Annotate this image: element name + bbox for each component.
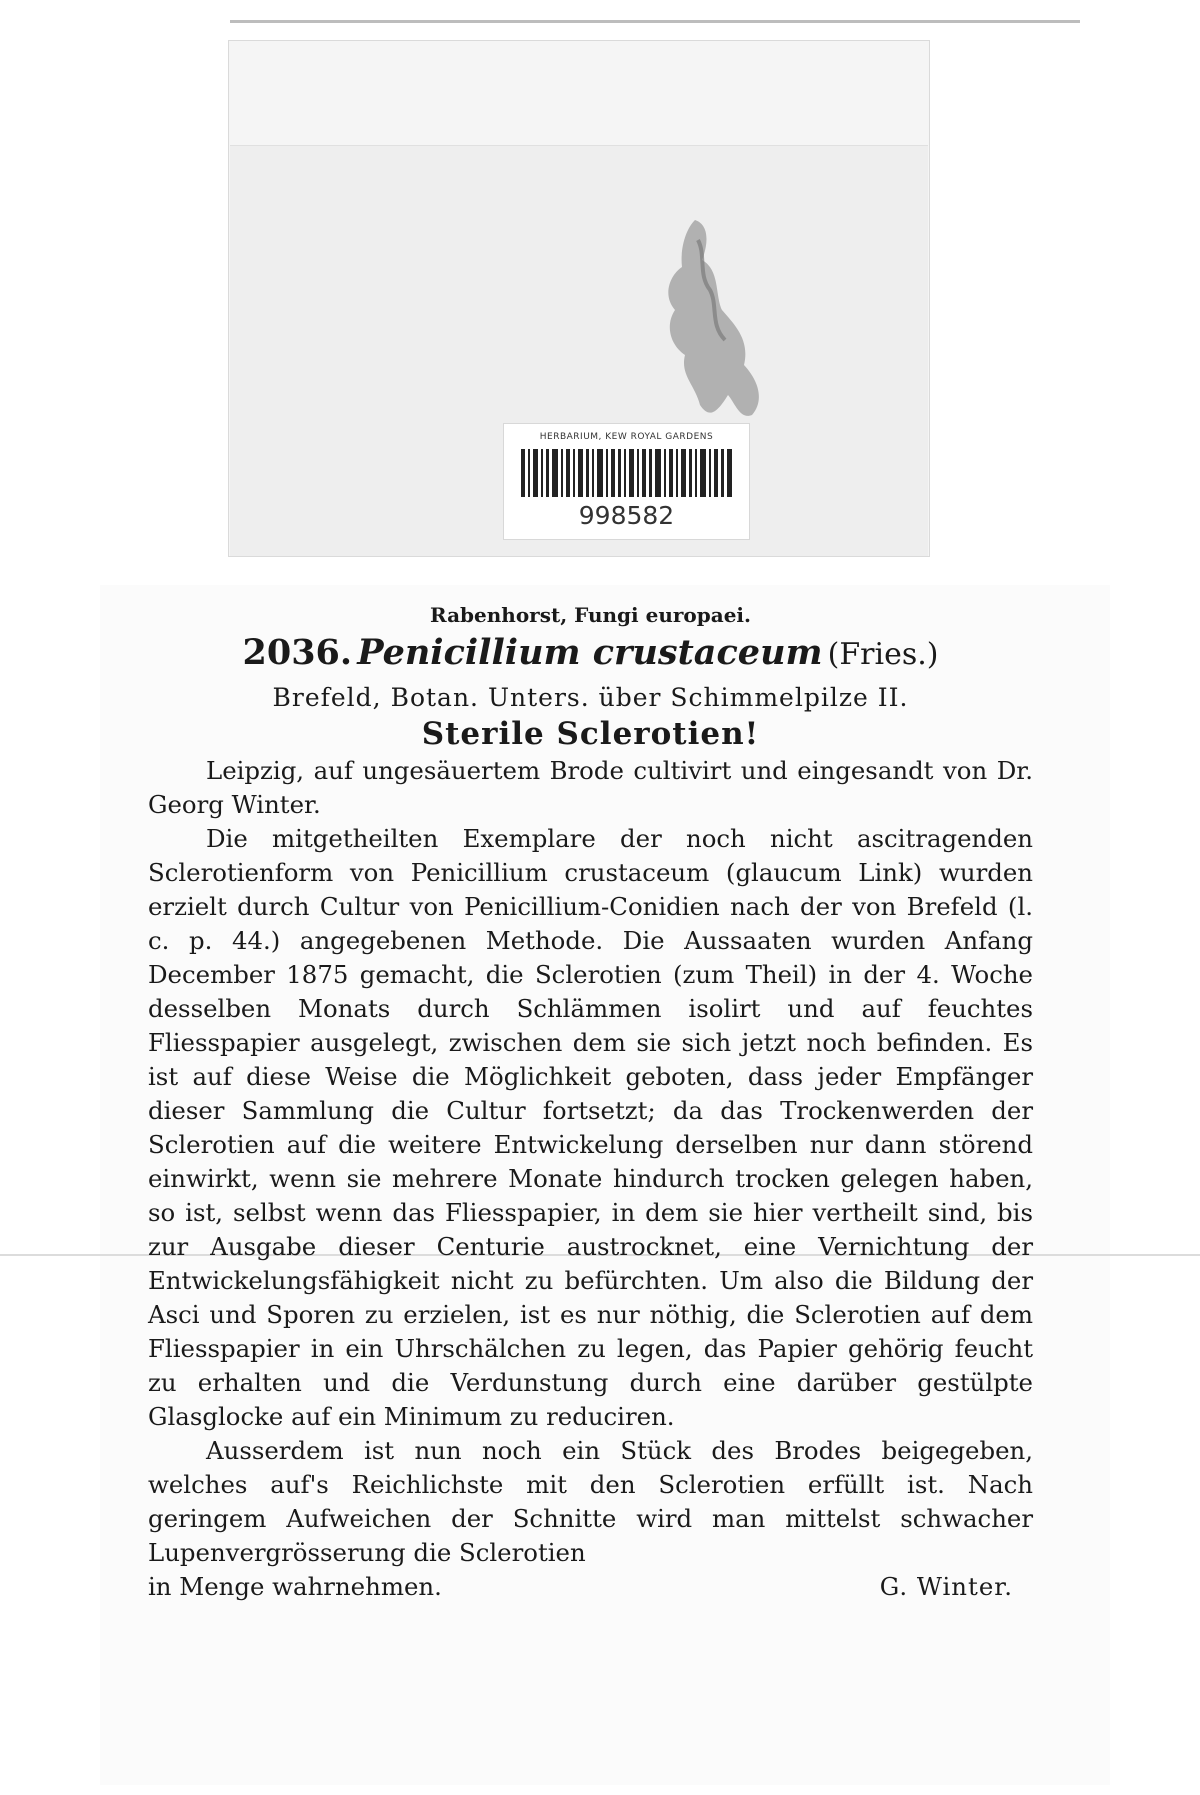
species-name: Penicillium crustaceum	[357, 632, 823, 673]
barcode-label	[503, 423, 750, 540]
barcode-institution: HERBARIUM, KEW ROYAL GARDENS	[539, 432, 714, 442]
exsiccata-number: 2036.	[242, 632, 353, 673]
barcode-icon	[521, 449, 732, 497]
literature-reference: Brefeld, Botan. Unters. über Schimmelpilze II.	[272, 683, 909, 712]
collection-locality: Leipzig, auf ungesäuertem Brode cultivirt und eingesandt von Dr. Georg Winter.	[148, 756, 1033, 819]
label-text	[148, 602, 1033, 1604]
barcode-number: 998582	[578, 501, 675, 530]
closing-row	[148, 1570, 1033, 1604]
specimen-fragment	[640, 215, 770, 445]
species-title	[148, 630, 1033, 682]
description-paragraph: Die mitgetheilten Exemplare der noch nicht ascitragenden Sclerotienform von Penicillium crustaceum (glaucum Link) wurden erzielt durch Cultur von Penicillium-Conidien nach der von Brefeld (l. c. p. 44.) angegebenen Methode. Die Aussaaten wurden Anfang December 1875 gemacht, die Sclerotien (zum Theil) in der 4. Woche desselben Monats durch Schlämmen isolirt und auf feuchtes Fliesspapier ausgelegt, zwischen dem sie sich jetzt noch befinden. Es ist auf diese Weise die Möglichkeit geboten, dass jeder Empfänger dieser Sammlung die Cultur fortsetzt; da das Trockenwerden der Sclerotien auf die weitere Entwickelung derselben nur dann störend einwirkt, wenn sie mehrere Monate hindurch trocken gelegen haben, so ist, selbst wenn das Fliesspapier, in dem sie hier vertheilt sind, bis zur Ausgabe dieser Centurie austrocknet, eine Vernichtung der Entwickelungsfähigkeit nicht zu befürchten. Um also die Bildung der Asci und Sporen zu erzielen, ist es nur nöthig, die Sclerotien auf dem Fliesspapier in ein Uhrschälchen zu legen, das Papier gehörig feucht zu erhalten und die Verdunstung durch eine darüber gestülpte Glasglocke auf ein Minimum zu reduciren.	[148, 824, 1033, 1431]
supplement-paragraph: Ausserdem ist nun noch ein Stück des Brodes beigegeben, welches auf's Reichlichste mit den Sclerotien erfüllt ist. Nach geringem Aufweichen der Schnitte wird man mittelst schwacher Lupenvergrösserung die Sclerotien	[148, 1436, 1033, 1567]
exsiccata-series: Rabenhorst, Fungi europaei.	[430, 603, 751, 627]
label-heading: Sterile Sclerotien!	[421, 716, 760, 752]
closing-text: in Menge wahrnehmen.	[148, 1572, 442, 1601]
species-authority: (Fries.)	[827, 637, 939, 672]
signature: G. Winter.	[879, 1572, 1013, 1601]
sheet-top-edge	[230, 20, 1080, 23]
